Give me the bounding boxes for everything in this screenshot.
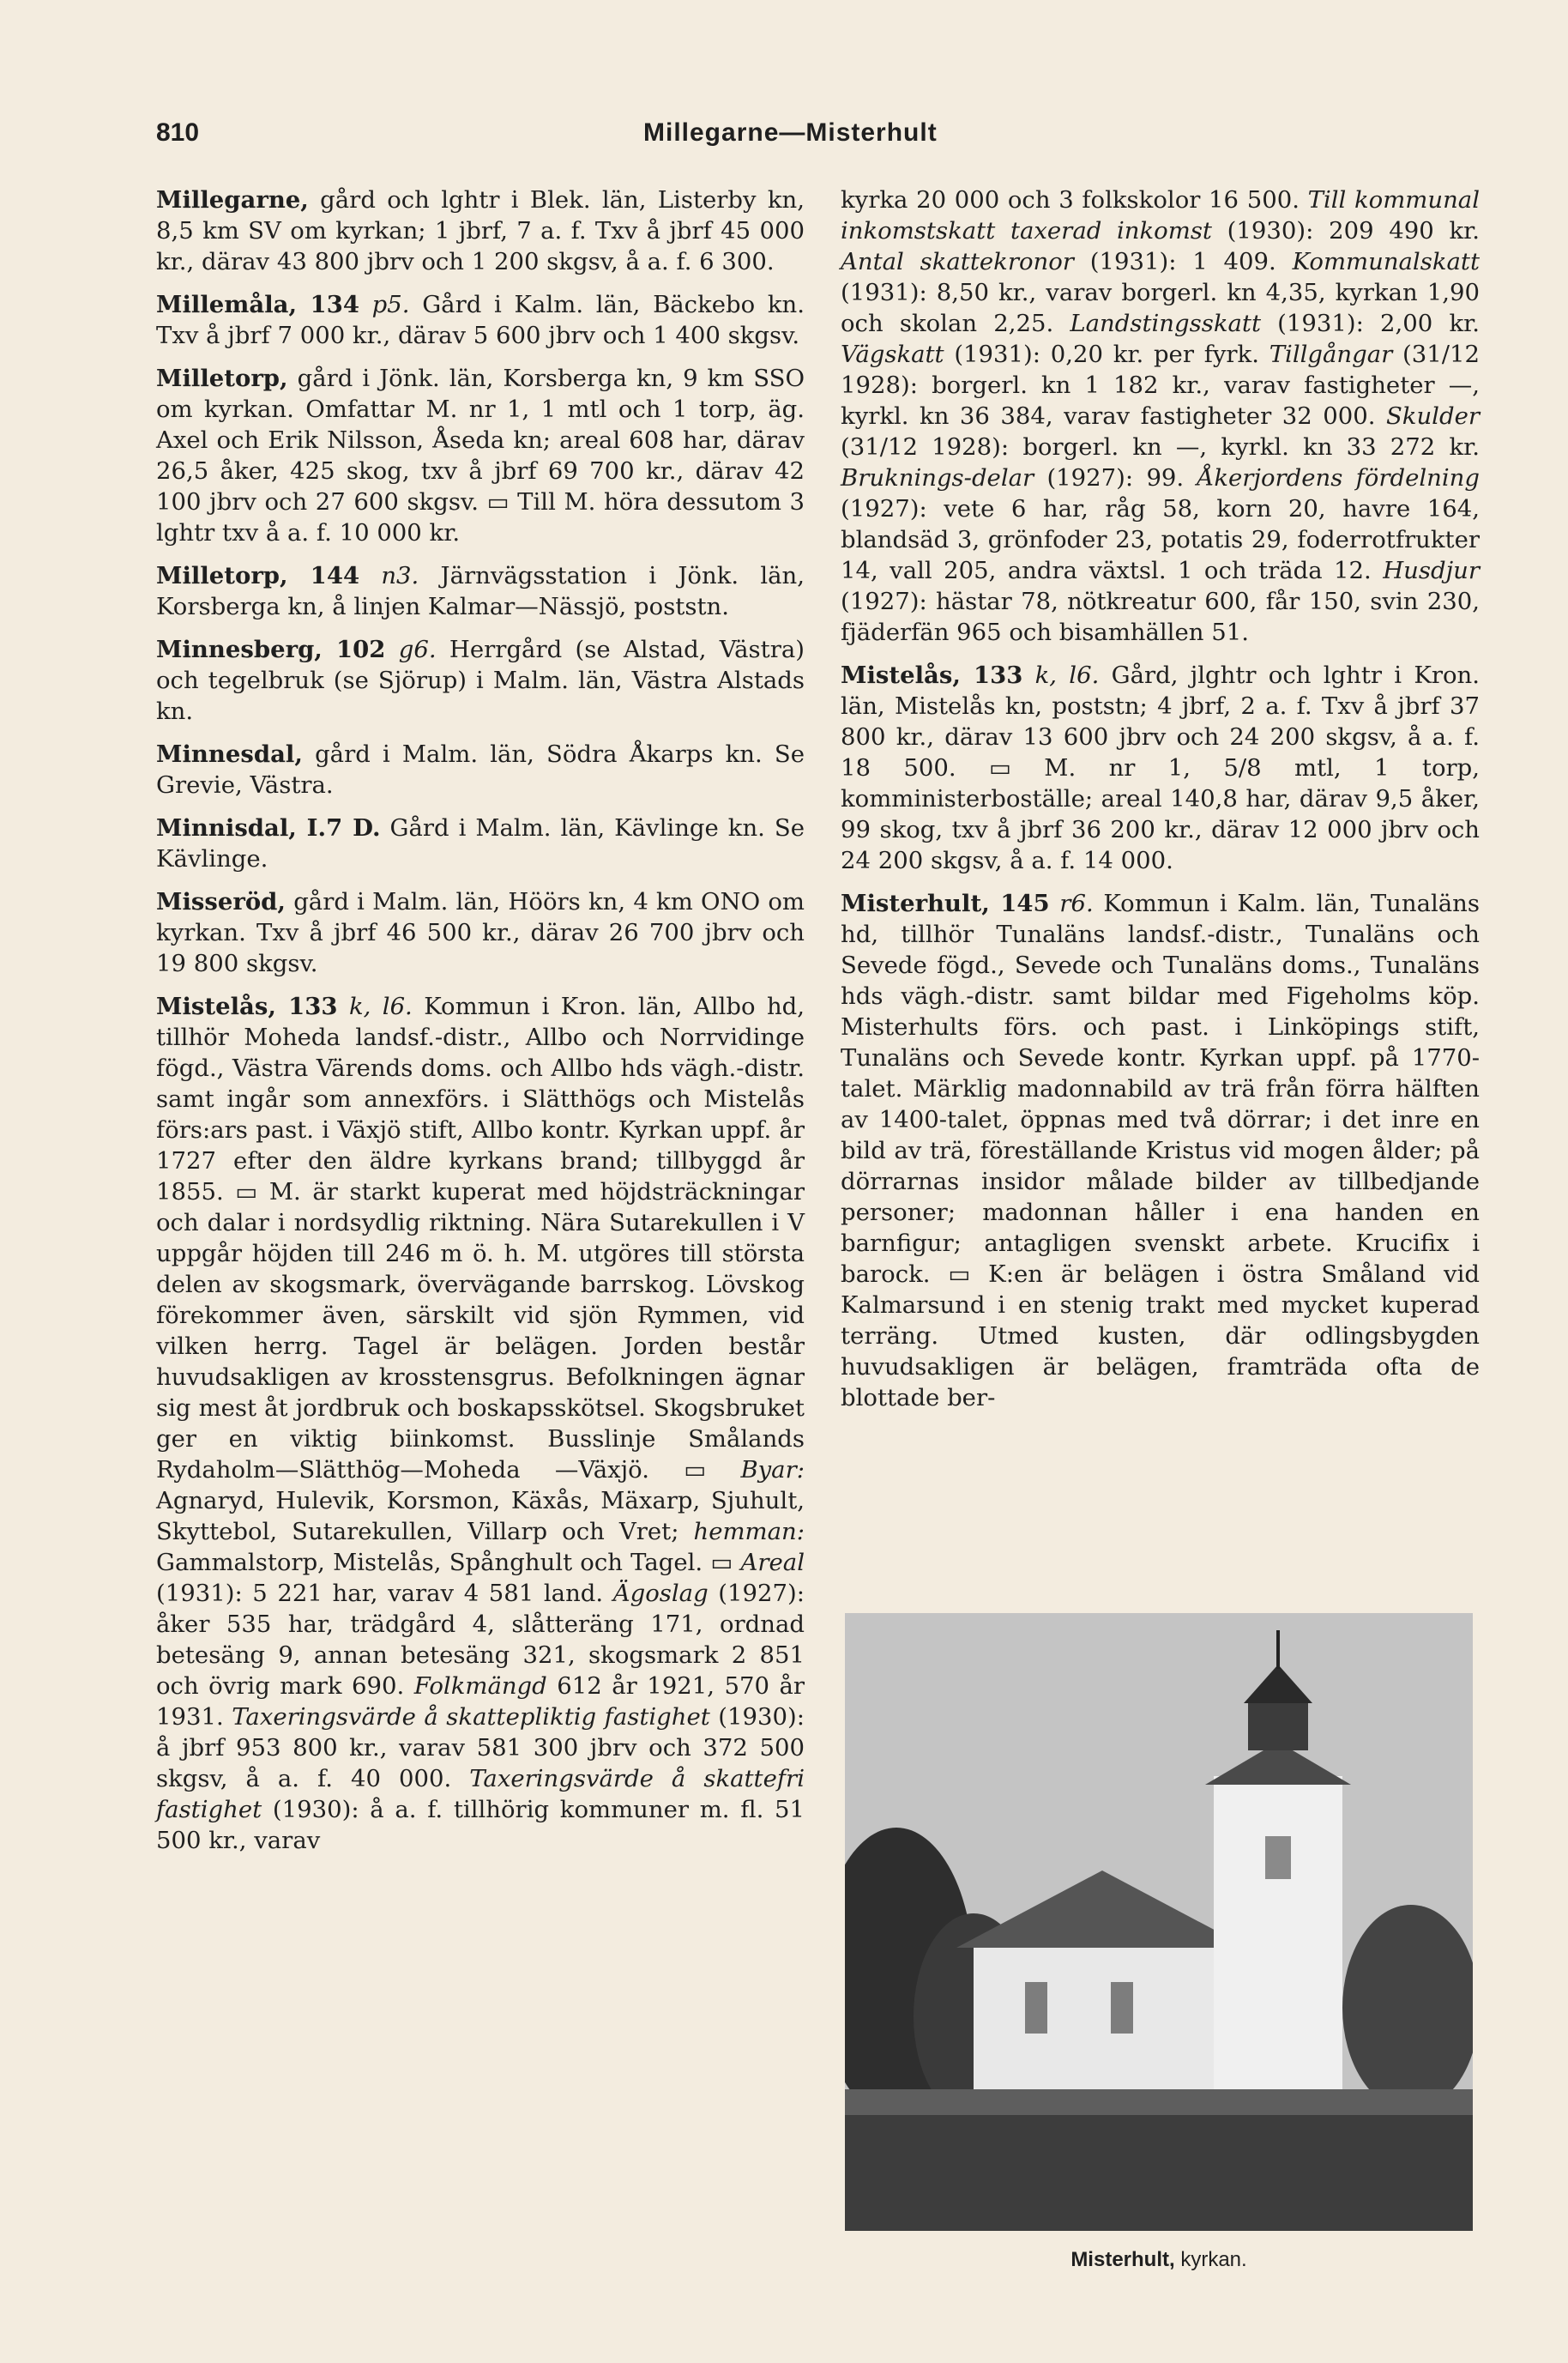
entry-minnisdal: Minnisdal, I.7 D. Gård i Malm. län, Kävlinge kn. Se Kävlinge.: [156, 814, 805, 873]
entry-mistelas-kommun: Mistelås, 133 k, l6. Kommun i Kron. län, Allbo hd, tillhör Moheda landsf.-distr., Allbo och Norrvidinge fögd., Västra Värends doms. och Allbo hds vägh.-distr. samt ingår som annexförs. i Slätthögs och Mistelås förs:ars past. i Växjö stift, Allbo kontr. Kyrkan uppf. år 1727 efter den äldre kyrkans brand; tillbyggd år 1855. ▭ M. är starkt kuperat med höjdsträckningar och dalar i nordsydlig riktning. Nära Sutarekullen i V uppgår höjden till 246 m ö. h. M. utgöres till största delen av skogsmark, övervägande barrskog. Lövskog förekommer även, särskilt vid sjön Rymmen, vid vilken herrg. Tagel är belägen. Jorden består huvudsakligen av krosstensgrus. Befolkningen ägnar sig mest åt jordbruk och boskapsskötsel. Skogsbruket ger en viktig biinkomst. Busslinje Smålands Rydaholm—Slätthög—Moheda —Växjö. ▭ Byar: Agnaryd, Hulevik, Korsmon, Käxås, Mäxarp, Sjuhult, Skyttebol, Sutarekullen, Villarp och Vret; hemman: Gammalstorp, Mistelås, Spånghult och Tagel. ▭ Areal (1931): 5 221 har, varav 4 581 land. Ägoslag (1927): åker 535 har, trädgård 4, slåtteräng 171, ordnad betesäng 9, annan betesäng 321, skogsmark 2 851 och övrig mark 690. Folkmängd 612 år 1921, 570 år 1931. Taxeringsvärde å skattepliktig fastighet (1930): å jbrf 953 800 kr., varav 581 300 jbrv och 372 500 skgsv, å a. f. 40 000. Taxeringsvärde å skattefri fastighet (1930): å a. f. tillhörig kommuner m. fl. 51 500 kr., varav: [156, 993, 805, 1854]
continued-body: kyrka 20 000 och 3 folkskolor 16 500. Till kommunal inkomstskatt taxerad inkomst (1930): 209 490 kr. Antal skattekronor (1931): 1 409. Kommunalskatt (1931): 8,50 kr., varav borgerl. kn 4,35, kyrkan 1,90 och skolan 2,25. Landstingsskatt (1931): 2,00 kr. Vägskatt (1931): 0,20 kr. per fyrk. Tillgångar (31/12 1928): borgerl. kn 1 182 kr., varav fastigheter —, kyrkl. kn 36 384, varav fastigheter 32 000. Skulder (31/12 1928): borgerl. kn —, kyrkl. kn 33 272 kr. Bruknings-delar (1927): 99. Åkerjordens fördelning (1927): vete 6 har, råg 58, korn 20, havre 164, blandsäd 3, grönfoder 23, potatis 29, foderrotfrukter 14, vall 205, andra växtsl. 1 och träda 12. Husdjur (1927): hästar 78, nötkreatur 600, får 150, svin 230, fjäderfän 965 och bisamhällen 51.: [841, 186, 1480, 646]
church-illustration: [845, 1613, 1473, 2231]
left-column: [156, 184, 805, 1868]
figure-caption: Misterhult, kyrkan.: [1070, 2248, 1247, 2271]
entry-misserod: Misseröd, gård i Malm. län, Höörs kn, 4 km ONO om kyrkan. Txv å jbrf 46 500 kr., därav 26 700 jbrv och 19 800 skgsv.: [156, 888, 805, 977]
entry-millegarne: Millegarne, gård och lghtr i Blek. län, Listerby kn, 8,5 km SV om kyrkan; 1 jbrf, 7 a. f. Txv å jbrf 45 000 kr., därav 43 800 jbrv och 1 200 skgsv, å a. f. 6 300.: [156, 186, 805, 275]
entry-millemala: Millemåla, 134 p5. Gård i Kalm. län, Bäckebo kn. Txv å jbrf 7 000 kr., därav 5 600 jbrv och 1 400 skgsv.: [156, 291, 805, 349]
entry-milletorp-station: Milletorp, 144 n3. Järnvägsstation i Jönk. län, Korsberga kn, å linjen Kalmar—Nässjö, poststn.: [156, 562, 805, 620]
entry-minnesberg: Minnesberg, 102 g6. Herrgård (se Alstad, Västra) och tegelbruk (se Sjörup) i Malm. län, Västra Alstads kn.: [156, 636, 805, 725]
right-column: [841, 184, 1480, 1425]
mistelas-kommun-body: Kommun i Kron. län, Allbo hd, tillhör Moheda landsf.-distr., Allbo och Norrvidinge fögd., Västra Värends doms. och Allbo hds vägh.-distr. samt ingår som annexförs. i Slätthögs och Mistelås förs:ars past. i Växjö stift, Allbo kontr. Kyrkan uppf. år 1727 efter den äldre kyrkans brand; tillbyggd år 1855. ▭ M. är starkt kuperat med höjdsträckningar och dalar i nordsydlig riktning. Nära Sutarekullen i V uppgår höjden till 246 m ö. h. M. utgöres till största delen av skogsmark, övervägande barrskog. Lövskog förekommer även, särskilt vid sjön Rymmen, vid vilken herrg. Tagel är belägen. Jorden består huvudsakligen av krosstensgrus. Befolkningen ägnar sig mest åt jordbruk och boskapsskötsel. Skogsbruket ger en viktig biinkomst. Busslinje Smålands Rydaholm—Slätthög—Moheda —Växjö. ▭ Byar: Agnaryd, Hulevik, Korsmon, Käxås, Mäxarp, Sjuhult, Skyttebol, Sutarekullen, Villarp och Vret; hemman: Gammalstorp, Mistelås, Spånghult och Tagel. ▭ Areal (1931): 5 221 har, varav 4 581 land. Ägoslag (1927): åker 535 har, trädgård 4, slåtteräng 171, ordnad betesäng 9, annan betesäng 321, skogsmark 2 851 och övrig mark 690. Folkmängd 612 år 1921, 570 år 1931. Taxeringsvärde å skattepliktig fastighet (1930): å jbrf 953 800 kr., varav 581 300 jbrv och 372 500 skgsv, å a. f. 40 000. Taxeringsvärde å skattefri fastighet (1930): å a. f. tillhörig kommuner m. fl. 51 500 kr., varav: [156, 993, 805, 1854]
page-number: 810: [156, 118, 200, 147]
entry-misterhult: Misterhult, 145 r6. Kommun i Kalm. län, Tunaläns hd, tillhör Tunaläns landsf.-distr., Tunaläns och Sevede fögd., Sevede och Tunaläns doms., Tunaläns hds vägh.-distr. samt bildar med Figeholms köp. Misterhults förs. och past. i Linköpings stift, Tunaläns och Sevede kontr. Kyrkan uppf. på 1770-talet. Märklig madonnabild av trä från förra hälften av 1400-talet, öppnas med två dörrar; i det inre en bild av trä, föreställande Kristus vid mogen ålder; på dörrarnas insidor målade bilder av tillbedjande personer; madonnan håller i ena handen en barnfigur; antagligen svenskt arbete. Krucifix i barock. ▭ K:en är belägen i östra Småland vid Kalmarsund i en stenig trakt med mycket kuperad terräng. Utmed kusten, där odlingsbygden huvudsakligen är belägen, framträda ofta de blottade ber-: [841, 890, 1481, 1411]
entry-mistelas-continued: [841, 184, 1480, 648]
running-title: Millegarne—Misterhult: [643, 118, 938, 147]
entry-mistelas-gard: Mistelås, 133 k, l6. Gård, jlghtr och lghtr i Kron. län, Mistelås kn, poststn; 4 jbrf, 2 a. f. Txv å jbrf 37 800 kr., därav 13 600 jbrv och 24 200 skgsv, å a. f. 18 500. ▭ M. nr 1, 5/8 mtl, 1 torp, komministerboställe; areal 140,8 har, därav 9,5 åker, 99 skog, txv å jbrf 36 200 kr., därav 12 000 jbrv och 24 200 skgsv, å a. f. 14 000.: [841, 662, 1481, 874]
church-photo: [845, 1613, 1473, 2231]
entry-milletorp-gard: Milletorp, gård i Jönk. län, Korsberga kn, 9 km SSO om kyrkan. Omfattar M. nr 1, 1 mtl och 1 torp, äg. Axel och Erik Nilsson, Åseda kn; areal 608 har, därav 26,5 åker, 425 skog, txv å jbrf 69 700 kr., därav 42 100 jbrv och 27 600 skgsv. ▭ Till M. höra dessutom 3 lghtr txv å a. f. 10 000 kr.: [156, 365, 805, 547]
entry-minnesdal: Minnesdal, gård i Malm. län, Södra Åkarps kn. Se Grevie, Västra.: [156, 740, 805, 799]
